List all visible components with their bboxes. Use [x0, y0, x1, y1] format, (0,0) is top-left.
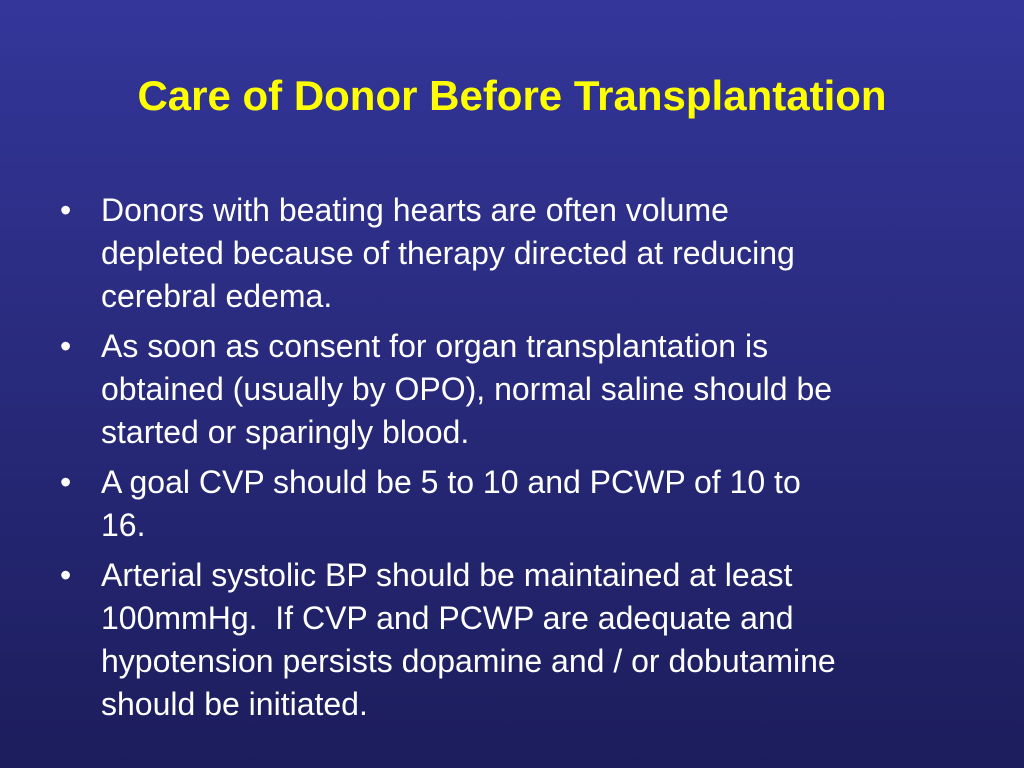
bullet-text: As soon as consent for organ transplantation is obtained (usually by OPO), normal saline should be started or sparingly blood. [101, 328, 833, 450]
bullet-item [60, 461, 980, 547]
bullet-text: A goal CVP should be 5 to 10 and PCWP of 10 to 16. [101, 464, 801, 543]
bullet-item [60, 325, 980, 454]
bullet-icon: • [60, 557, 72, 593]
bullet-item [60, 554, 980, 726]
bullet-icon: • [60, 192, 72, 228]
bullet-icon: • [60, 328, 72, 364]
bullet-text: Donors with beating hearts are often volume depleted because of therapy directed at reducing cerebral edema. [101, 192, 795, 314]
bullet-icon: • [60, 464, 72, 500]
slide-title: Care of Donor Before Transplantation [137, 72, 887, 119]
bullet-text: Arterial systolic BP should be maintained at least 100mmHg. If CVP and PCWP are adequate and hypotension persists dopamine and / or dobutamine should be initiated. [101, 557, 836, 722]
bullet-list [60, 189, 980, 733]
bullet-item [60, 189, 980, 318]
